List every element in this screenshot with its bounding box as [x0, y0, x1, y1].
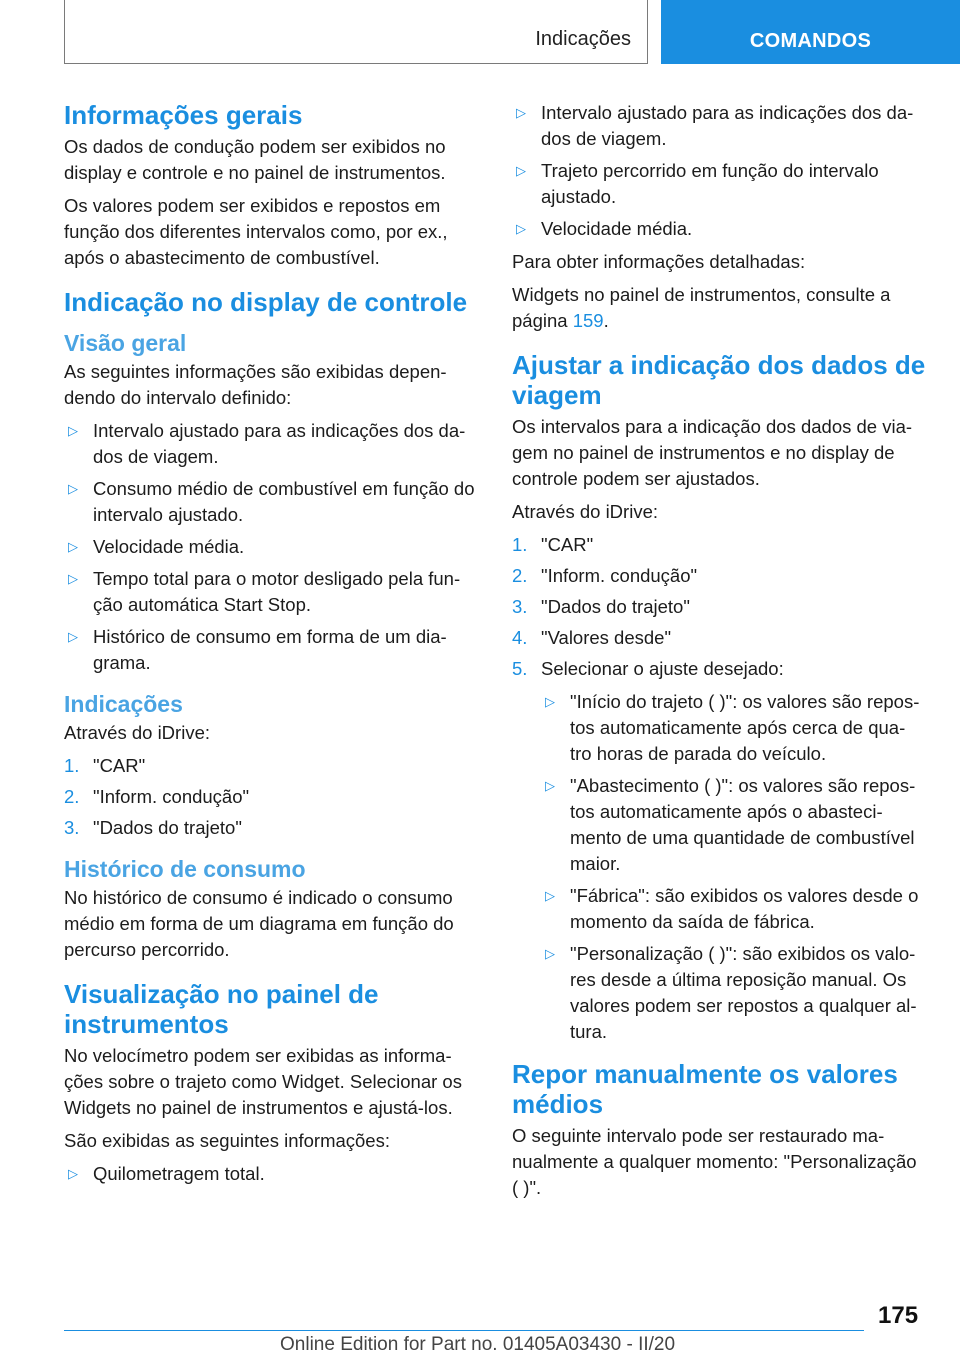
triangle-bullet-icon: ▷ — [545, 946, 555, 961]
heading-display: Indicação no display de controle — [64, 287, 468, 317]
heading-ajustar: Ajustar a indicação dos dados de viagem — [512, 350, 926, 410]
step-item: 3. "Dados do trajeto" — [512, 596, 690, 617]
header-chapter-title: COMANDOS — [749, 30, 872, 52]
list-item: ▷ "Abastecimento ( )": os valores são repos-tos automaticamente após o abasteci-mento de uma quantidade de combustível maior. — [545, 775, 916, 874]
triangle-bullet-icon: ▷ — [68, 571, 78, 586]
left-column — [64, 100, 478, 1194]
list-item: ▷ Intervalo ajustado para as indicações dos da-dos de viagem. — [516, 102, 914, 149]
list-item: ▷ Velocidade média. — [68, 536, 245, 557]
paragraph: São exibidas as seguintes informações: — [64, 1130, 390, 1151]
heading-repor: Repor manualmente os valores médios — [512, 1059, 898, 1119]
list-item: ▷ Trajeto percorrido em função do intervalo ajustado. — [516, 160, 879, 207]
heading-visao: Visão geral — [64, 330, 187, 356]
page-number: 175 — [878, 1302, 919, 1329]
list-item: ▷ "Fábrica": são exibidos os valores desde o momento da saída de fábrica. — [545, 885, 919, 932]
ajustar-steps — [512, 532, 926, 682]
step-item: 5. Selecionar o ajuste desejado: — [512, 658, 784, 679]
list-item: ▷ Velocidade média. — [516, 218, 693, 239]
paragraph: Para obter informações detalhadas: — [512, 251, 806, 272]
header-chapter-tab — [661, 0, 960, 64]
header-section-box — [64, 0, 648, 64]
triangle-bullet-icon: ▷ — [68, 423, 78, 438]
visao-list — [64, 418, 478, 676]
triangle-bullet-icon: ▷ — [68, 539, 78, 554]
step-item: 1. "CAR" — [64, 755, 146, 776]
step-item: 2. "Inform. condução" — [64, 786, 250, 807]
step-item: 2. "Inform. condução" — [512, 565, 698, 586]
paragraph: No histórico de consumo é indicado o consumo médio em forma de um diagrama em função do percurso percorrido. — [64, 887, 454, 960]
right-column — [512, 100, 926, 1208]
step-item: 3. "Dados do trajeto" — [64, 817, 242, 838]
heading-visualizacao: Visualização no painel de instrumentos — [64, 979, 379, 1039]
step-item: 1. "CAR" — [512, 534, 594, 555]
step-item: 4. "Valores desde" — [512, 627, 672, 648]
page-reference-link[interactable]: 159 — [572, 310, 604, 331]
triangle-bullet-icon: ▷ — [545, 694, 555, 709]
triangle-bullet-icon: ▷ — [516, 163, 526, 178]
indicacoes-steps — [64, 753, 478, 841]
list-item: ▷ Intervalo ajustado para as indicações dos da-dos de viagem. — [68, 420, 466, 467]
triangle-bullet-icon: ▷ — [68, 481, 78, 496]
list-item: ▷ Quilometragem total. — [68, 1163, 265, 1184]
footer-rule — [64, 1330, 864, 1331]
heading-historico: Histórico de consumo — [64, 856, 306, 882]
list-item: ▷ "Personalização ( )": são exibidos os valo-res desde a última reposição manual. Os valores podem ser repostos a qualquer al-tura. — [545, 943, 917, 1042]
continued-list — [512, 100, 926, 242]
list-item: ▷ Tempo total para o motor desligado pela fun-ção automática Start Stop. — [68, 568, 461, 615]
visualizacao-list — [64, 1161, 478, 1187]
paragraph: Os valores podem ser exibidos e repostos em função dos diferentes intervalos como, por ex., após o abastecimento de combustível. — [64, 195, 448, 268]
footer-edition: Online Edition for Part no. 01405A03430 - II/20 — [280, 1334, 676, 1355]
paragraph: O seguinte intervalo pode ser restaurado ma-nualmente a qualquer momento: "Personalização ( )". — [512, 1125, 917, 1198]
paragraph-widgets: Widgets no painel de instrumentos, consulte a página 159. — [512, 284, 891, 331]
triangle-bullet-icon: ▷ — [68, 1166, 78, 1181]
paragraph: No velocímetro podem ser exibidas as informa-ções sobre o trajeto como Widget. Selecionar os Widgets no painel de instrumentos e ajustá-los. — [64, 1045, 462, 1118]
ajuste-options-list — [512, 689, 926, 1045]
triangle-bullet-icon: ▷ — [516, 105, 526, 120]
triangle-bullet-icon: ▷ — [516, 221, 526, 236]
triangle-bullet-icon: ▷ — [545, 778, 555, 793]
heading-info: Informações gerais — [64, 100, 303, 130]
list-item: ▷ "Início do trajeto ( )": os valores são repos-tos automaticamente após cerca de qua-tro horas de parada do veículo. — [545, 691, 920, 764]
list-item: ▷ Consumo médio de combustível em função do intervalo ajustado. — [68, 478, 475, 525]
triangle-bullet-icon: ▷ — [68, 629, 78, 644]
triangle-bullet-icon: ▷ — [545, 888, 555, 903]
paragraph: As seguintes informações são exibidas depen-dendo do intervalo definido: — [64, 361, 447, 408]
list-item: ▷ Histórico de consumo em forma de um dia-grama. — [68, 626, 447, 673]
paragraph: Através do iDrive: — [512, 501, 658, 522]
header-section-title: Indicações — [535, 28, 631, 50]
paragraph: Os intervalos para a indicação dos dados de via-gem no painel de instrumentos e no display de controle podem ser ajustados. — [512, 416, 913, 489]
paragraph: Os dados de condução podem ser exibidos no display e controle e no painel de instrumentos. — [64, 136, 446, 183]
paragraph: Através do iDrive: — [64, 722, 210, 743]
heading-indicacoes: Indicações — [64, 691, 183, 717]
